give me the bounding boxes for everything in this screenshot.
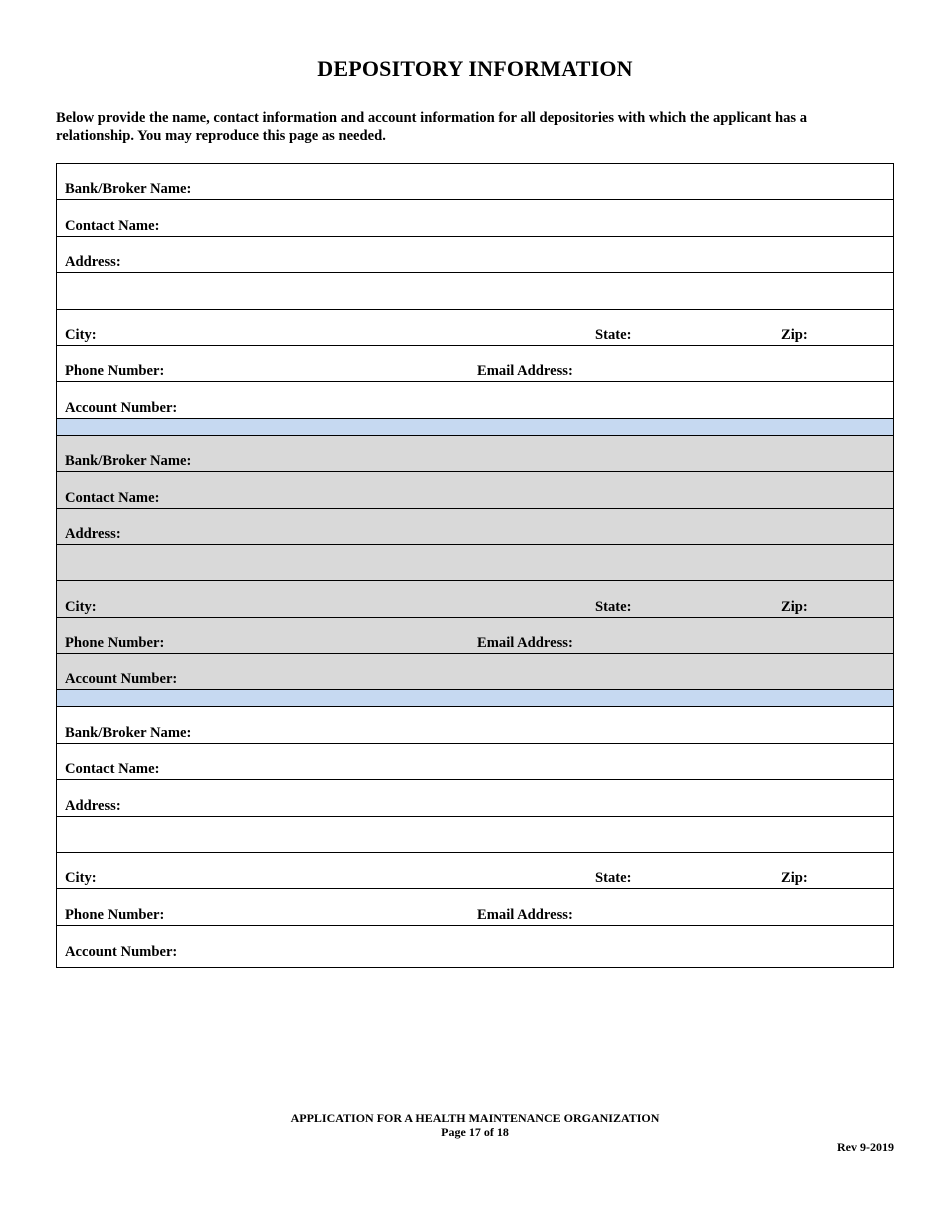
address-field[interactable] bbox=[57, 237, 893, 273]
address-field[interactable] bbox=[57, 509, 893, 545]
zip-label: Zip: bbox=[781, 326, 808, 343]
phone-email-row[interactable] bbox=[57, 346, 893, 382]
block-separator bbox=[57, 419, 893, 436]
footer-document-title: APPLICATION FOR A HEALTH MAINTENANCE ORGANIZATION bbox=[290, 1111, 660, 1125]
revision-date: Rev 9-2019 bbox=[837, 1140, 894, 1154]
depository-block-3 bbox=[57, 707, 893, 962]
city-state-zip-row[interactable] bbox=[57, 310, 893, 346]
address-line-2-field[interactable] bbox=[57, 273, 893, 309]
city-label: City: bbox=[65, 870, 97, 887]
address-line-2-field[interactable] bbox=[57, 545, 893, 581]
contact-name-field[interactable] bbox=[57, 472, 893, 508]
account-number-label: Account Number: bbox=[65, 399, 178, 416]
state-label: State: bbox=[595, 326, 632, 343]
account-number-label: Account Number: bbox=[65, 944, 178, 961]
contact-name-field[interactable] bbox=[57, 744, 893, 780]
contact-name-label: Contact Name: bbox=[65, 217, 160, 234]
city-label: City: bbox=[65, 326, 97, 343]
footer-page-number: Page 17 of 18 bbox=[441, 1125, 509, 1139]
bank-broker-name-field[interactable] bbox=[57, 436, 893, 472]
contact-name-field[interactable] bbox=[57, 200, 893, 236]
phone-number-label: Phone Number: bbox=[65, 906, 165, 923]
bank-broker-name-label: Bank/Broker Name: bbox=[65, 724, 192, 741]
city-state-zip-row[interactable] bbox=[57, 853, 893, 889]
city-label: City: bbox=[65, 598, 97, 615]
bank-broker-name-field[interactable] bbox=[57, 707, 893, 743]
state-label: State: bbox=[595, 598, 632, 615]
depository-form-table bbox=[56, 163, 894, 968]
contact-name-label: Contact Name: bbox=[65, 761, 160, 778]
account-number-field[interactable] bbox=[57, 926, 893, 962]
page-title: DEPOSITORY INFORMATION bbox=[317, 56, 633, 81]
depository-block-2 bbox=[57, 436, 893, 691]
phone-email-row[interactable] bbox=[57, 618, 893, 654]
bank-broker-name-label: Bank/Broker Name: bbox=[65, 453, 192, 470]
contact-name-label: Contact Name: bbox=[65, 489, 160, 506]
block-separator bbox=[57, 690, 893, 707]
account-number-field[interactable] bbox=[57, 654, 893, 690]
zip-label: Zip: bbox=[781, 870, 808, 887]
phone-email-row[interactable] bbox=[57, 889, 893, 925]
account-number-field[interactable] bbox=[57, 382, 893, 418]
address-label: Address: bbox=[65, 525, 121, 542]
bank-broker-name-label: Bank/Broker Name: bbox=[65, 181, 192, 198]
phone-number-label: Phone Number: bbox=[65, 363, 165, 380]
phone-number-label: Phone Number: bbox=[65, 635, 165, 652]
address-line-2-field[interactable] bbox=[57, 817, 893, 853]
email-address-label: Email Address: bbox=[477, 906, 573, 923]
address-label: Address: bbox=[65, 797, 121, 814]
email-address-label: Email Address: bbox=[477, 363, 573, 380]
account-number-label: Account Number: bbox=[65, 671, 178, 688]
email-address-label: Email Address: bbox=[477, 635, 573, 652]
depository-block-1 bbox=[57, 164, 893, 419]
city-state-zip-row[interactable] bbox=[57, 581, 893, 617]
bank-broker-name-field[interactable] bbox=[57, 164, 893, 200]
state-label: State: bbox=[595, 870, 632, 887]
address-label: Address: bbox=[65, 254, 121, 271]
address-field[interactable] bbox=[57, 780, 893, 816]
instructions-text: Below provide the name, contact information and account information for all depositories with which the applicant has a relationship. You may reproduce this page as needed. bbox=[56, 110, 808, 144]
zip-label: Zip: bbox=[781, 598, 808, 615]
